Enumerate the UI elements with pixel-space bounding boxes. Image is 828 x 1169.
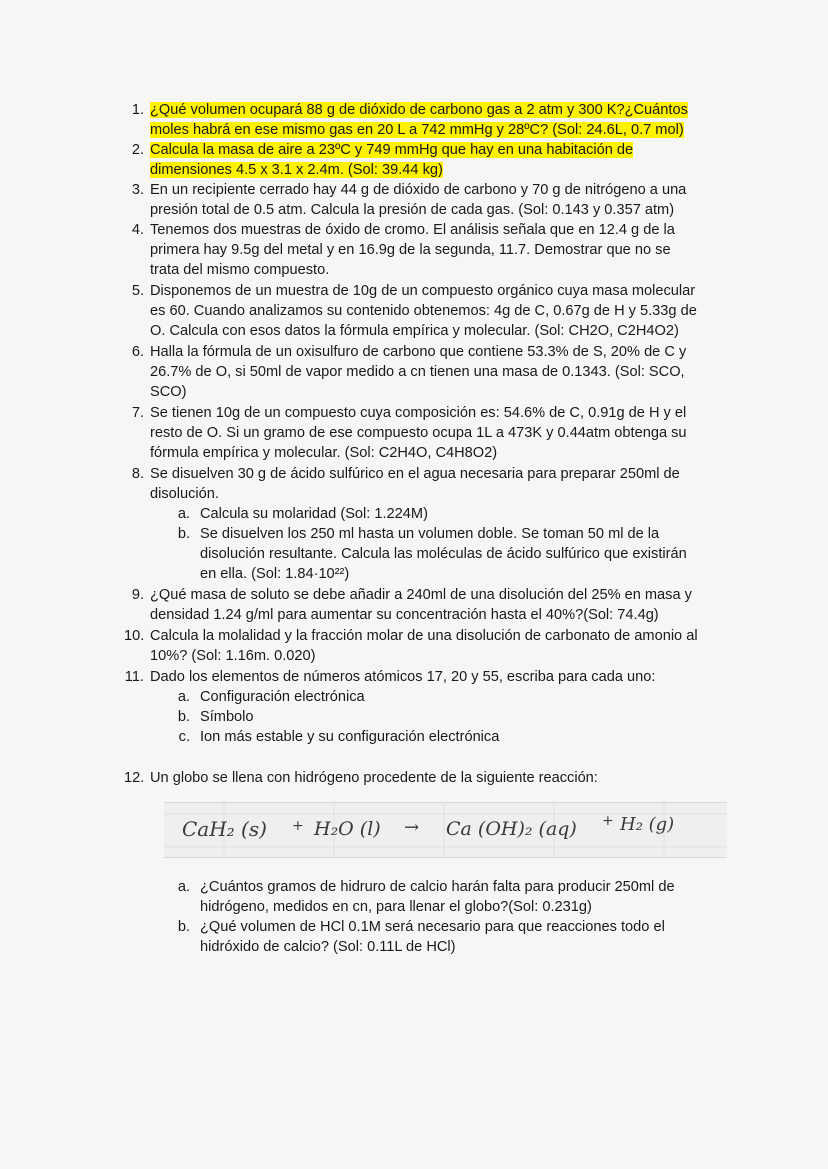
text-line: Se tienen 10g de un compuesto cuya composición es: 54.6% de C, 0.91g de H y el [150, 405, 687, 421]
item-text [200, 877, 675, 917]
item-text [200, 707, 254, 727]
item-number: 9. [131, 587, 144, 603]
plus-sign-2: + [602, 813, 614, 829]
item-number: 1. [131, 102, 144, 118]
item-text [150, 768, 598, 788]
text-line: Un globo se llena con hidrógeno procedente de la siguiente reacción: [150, 770, 598, 786]
item-text [150, 626, 698, 666]
text-line: ¿Qué volumen ocupará 88 g de dióxido de carbono gas a 2 atm y 300 K?¿Cuántos [150, 102, 688, 118]
text-line: Halla la fórmula de un oxisulfuro de carbono que contiene 53.3% de S, 20% de C y [150, 344, 687, 360]
text-line: ¿Qué masa de soluto se debe añadir a 240ml de una disolución del 25% en masa y [150, 587, 692, 603]
text-line: presión total de 0.5 atm. Calcula la presión de cada gas. (Sol: 0.143 y 0.357 atm) [150, 202, 675, 219]
item-number: a. [177, 879, 190, 895]
text-line: hidróxido de calcio? (Sol: 0.11L de HCl) [200, 939, 456, 956]
text-line: Configuración electrónica [200, 689, 365, 705]
text-line: fórmula empírica y molecular. (Sol: C2H4O, C4H8O2) [150, 445, 498, 462]
text-line: Calcula la masa de aire a 23ºC y 749 mmHg que hay en una habitación de [150, 142, 634, 158]
item-text [150, 220, 675, 281]
item-text [150, 140, 633, 180]
item-number: 12. [124, 770, 145, 786]
product-1: Ca (OH)₂ (aq) [446, 818, 577, 840]
text-line: densidad 1.24 g/ml para aumentar su concentración hasta el 40%?(Sol: 74.4g) [150, 607, 659, 624]
item-text [200, 917, 665, 957]
text-line: SCO) [150, 384, 187, 401]
item-text [200, 524, 687, 585]
item-number: 7. [131, 405, 144, 421]
item-text [150, 281, 697, 342]
text-line: 10%? (Sol: 1.16m. 0.020) [150, 648, 316, 665]
text-line: Se disuelven 30 g de ácido sulfúrico en el agua necesaria para preparar 250ml de [150, 466, 680, 482]
text-line: 26.7% de O, si 50ml de vapor medido a cn tienen una masa de 0.1343. (Sol: SCO, [150, 364, 685, 381]
text-line: ¿Qué volumen de HCl 0.1M será necesario para que reacciones todo el [200, 919, 665, 935]
text-line: hidrógeno, medidos en cn, para llenar el globo?(Sol: 0.231g) [200, 899, 592, 916]
text-line: Símbolo [200, 709, 254, 725]
reactant-1: CaH₂ (s) [182, 817, 267, 841]
reaction-sketch [164, 803, 727, 857]
plus-sign-1: + [292, 818, 304, 834]
text-line: trata del mismo compuesto. [150, 262, 330, 279]
reactant-2: H₂O (l) [314, 818, 381, 840]
item-text [200, 687, 365, 707]
item-text [150, 180, 686, 220]
handwritten-reaction-image [164, 802, 727, 858]
text-line: primera hay 9.5g del metal y en 16.9g de la segunda, 11.7. Demostrar que no se [150, 242, 671, 259]
text-line: Dado los elementos de números atómicos 17, 20 y 55, escriba para cada uno: [150, 669, 656, 685]
item-text [200, 727, 499, 747]
item-text [150, 585, 692, 625]
text-line: ¿Cuántos gramos de hidruro de calcio harán falta para producir 250ml de [200, 879, 675, 895]
item-number: c. [178, 729, 190, 745]
text-line: Se disuelven los 250 ml hasta un volumen doble. Se toman 50 ml de la [200, 526, 660, 542]
item-number: b. [177, 526, 190, 542]
item-number: 11. [124, 669, 144, 685]
text-line: Calcula su molaridad (Sol: 1.224M) [200, 506, 428, 522]
text-line: Tenemos dos muestras de óxido de cromo. El análisis señala que en 12.4 g de la [150, 222, 675, 238]
item-text [150, 667, 655, 687]
item-text [150, 100, 688, 140]
text-line: Calcula la molalidad y la fracción molar de una disolución de carbonato de amonio al [150, 628, 698, 644]
item-number: 8. [131, 466, 144, 482]
text-line: disolución. [150, 486, 219, 503]
text-line: resto de O. Si un gramo de ese compuesto ocupa 1L a 473K y 0.44atm obtenga su [150, 425, 687, 442]
item-number: 4. [131, 222, 144, 238]
item-number: a. [177, 506, 190, 522]
reaction-arrow: → [404, 817, 420, 838]
item-number: a. [177, 689, 190, 705]
item-number: 3. [131, 182, 144, 198]
product-2: H₂ (g) [620, 814, 675, 835]
text-line: dimensiones 4.5 x 3.1 x 2.4m. (Sol: 39.44 kg) [150, 162, 443, 179]
item-number: b. [177, 919, 190, 935]
text-line: Disponemos de un muestra de 10g de un compuesto orgánico cuya masa molecular [150, 283, 696, 299]
item-text [150, 342, 686, 403]
item-number: 2. [131, 142, 144, 158]
text-line: disolución resultante. Calcula las moléculas de ácido sulfúrico que existirán [200, 546, 687, 563]
item-number: b. [177, 709, 190, 725]
item-text [150, 464, 680, 504]
item-number: 5. [131, 283, 144, 299]
text-line: En un recipiente cerrado hay 44 g de dióxido de carbono y 70 g de nitrógeno a una [150, 182, 687, 198]
text-line: moles habrá en ese mismo gas en 20 L a 742 mmHg y 28ºC? (Sol: 24.6L, 0.7 mol) [150, 122, 684, 139]
item-number: 10. [124, 628, 145, 644]
text-line: en ella. (Sol: 1.84·10²²) [200, 566, 350, 583]
text-line: es 60. Cuando analizamos su contenido obtenemos: 4g de C, 0.67g de H y 5.33g de [150, 303, 697, 320]
text-line: Ion más estable y su configuración electrónica [200, 729, 500, 745]
item-number: 6. [131, 344, 144, 360]
item-text [200, 504, 428, 524]
item-text [150, 403, 687, 464]
text-line: O. Calcula con esos datos la fórmula empírica y molecular. (Sol: CH2O, C2H4O2) [150, 323, 679, 340]
